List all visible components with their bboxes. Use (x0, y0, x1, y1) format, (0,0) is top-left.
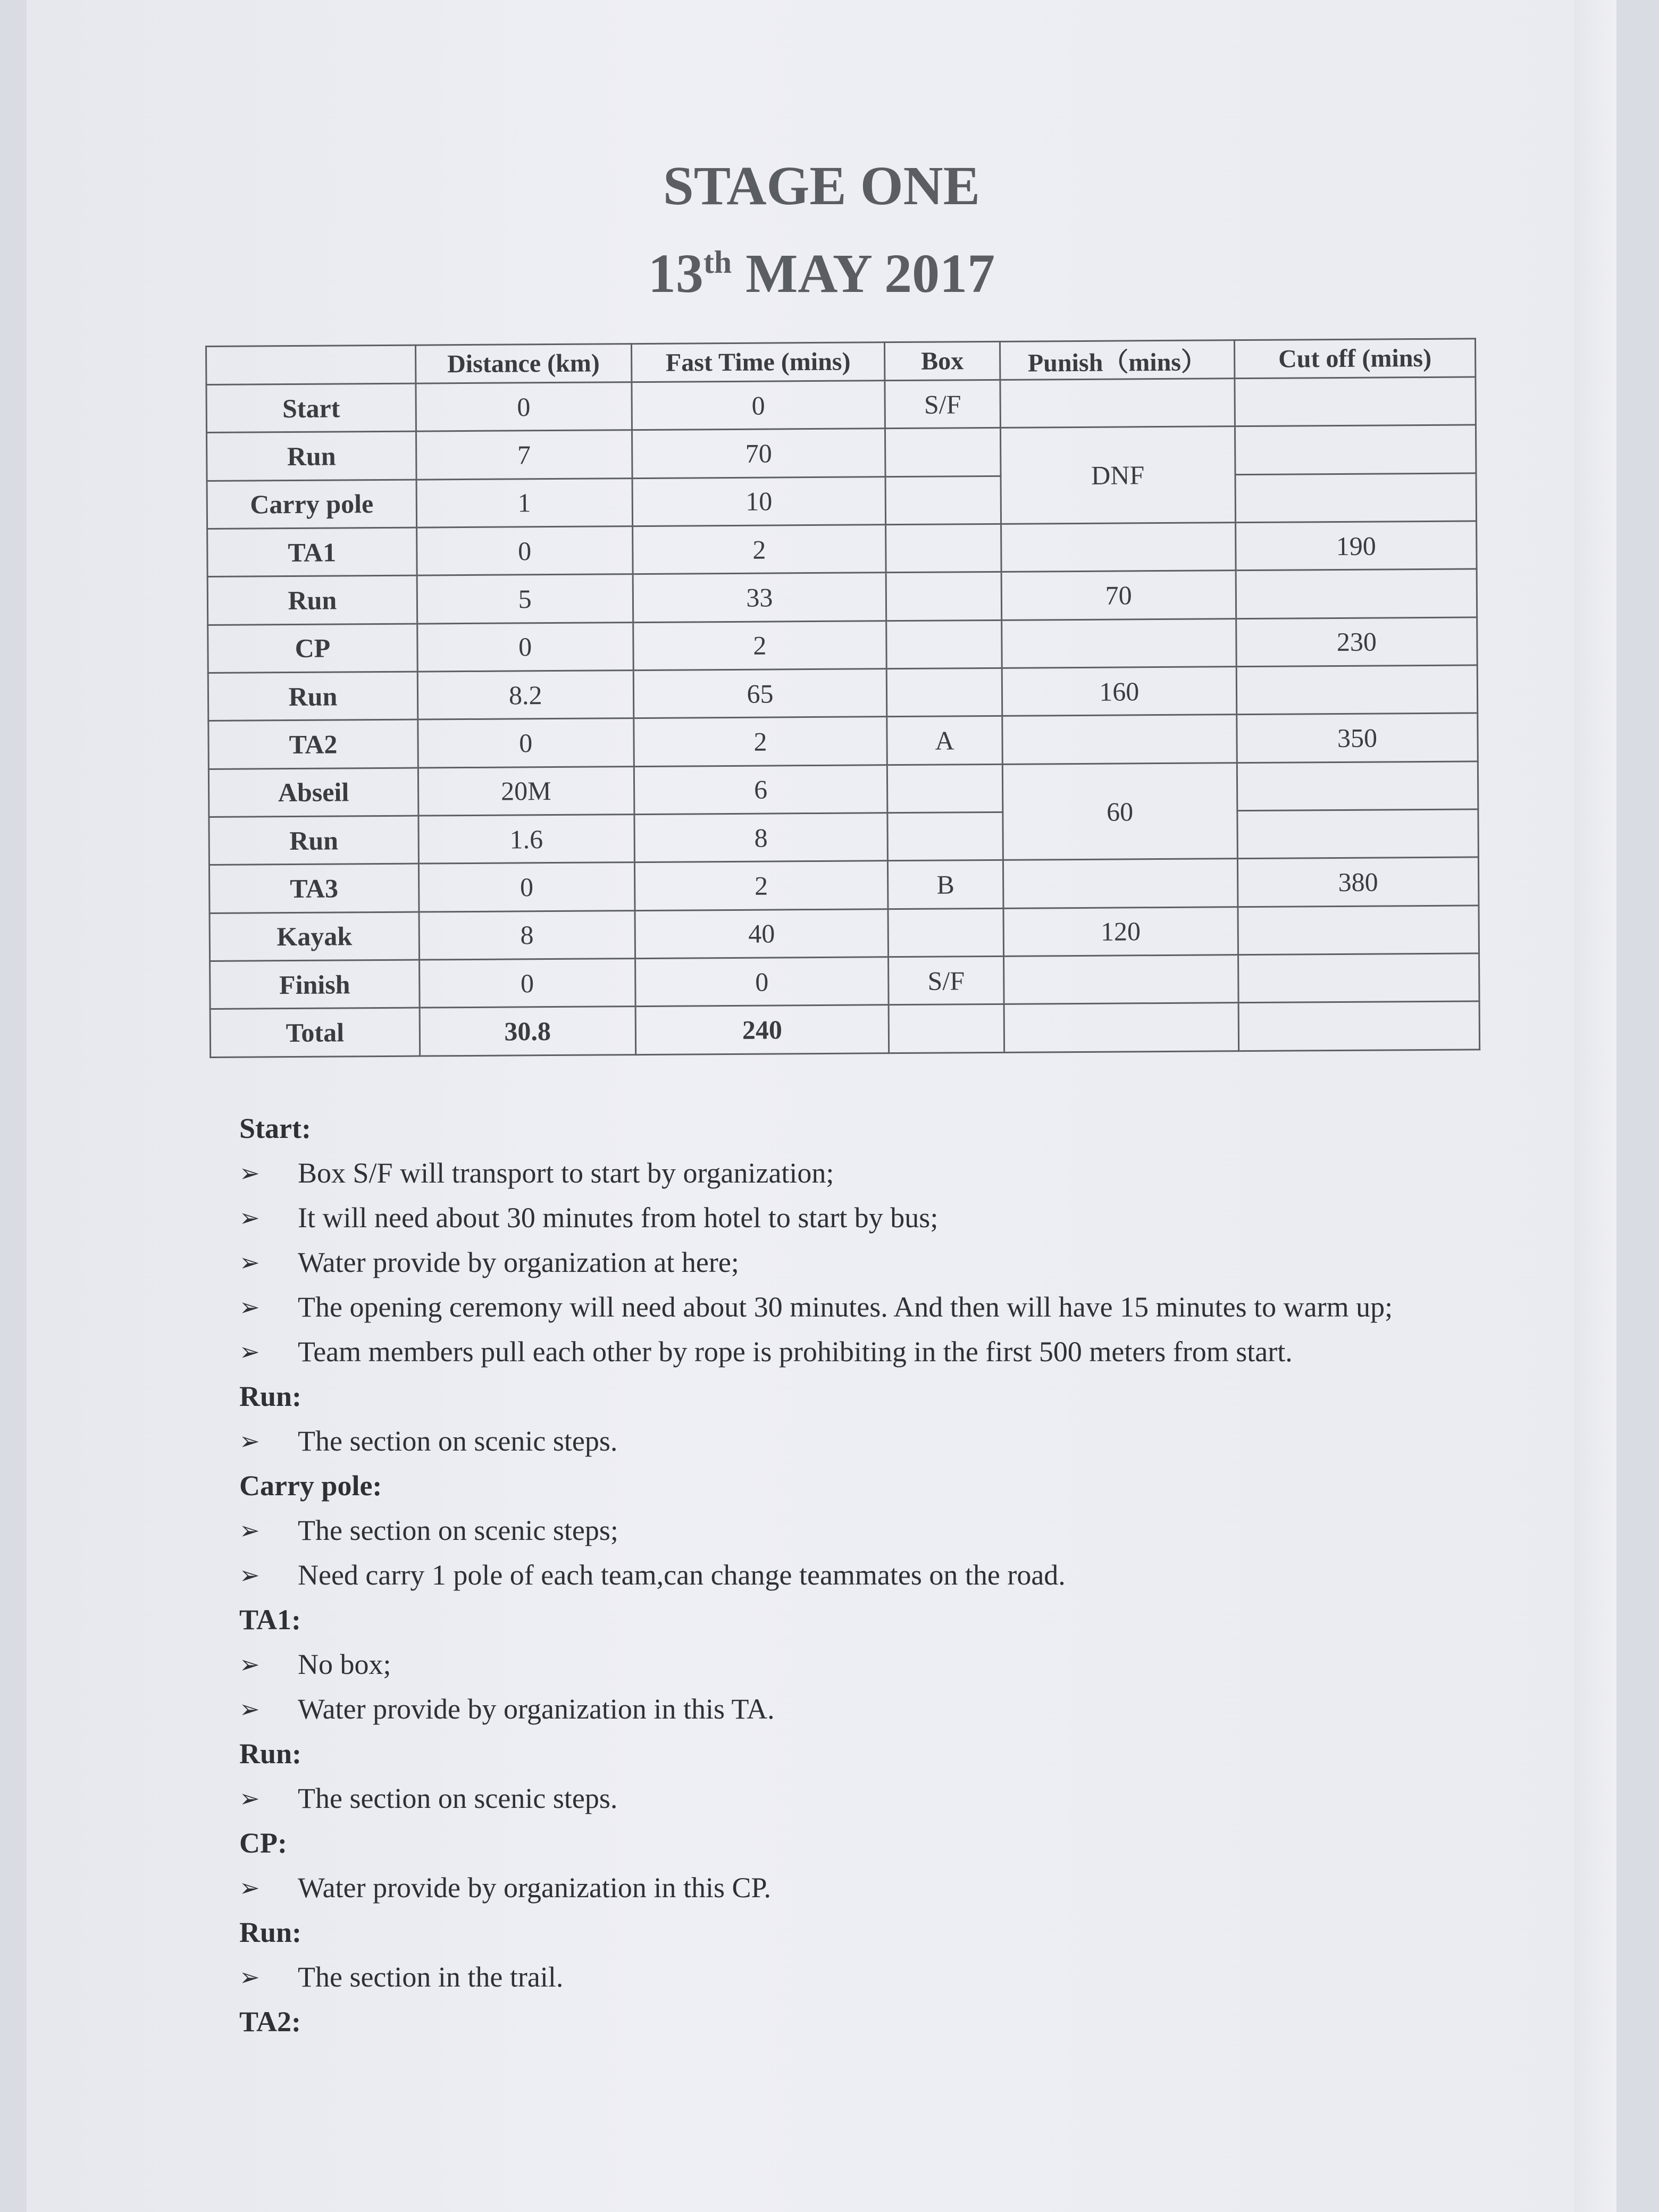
row-label-cell: Kayak (210, 912, 419, 961)
table-cell: 8 (634, 813, 887, 862)
table-cell (1002, 715, 1237, 764)
header-cell (206, 345, 416, 384)
table-cell: DNF (1000, 426, 1235, 524)
table-cell (1001, 618, 1236, 668)
header-cell: Distance (km) (415, 344, 631, 383)
table-cell: S/F (885, 380, 1000, 429)
header-cell: Cut off (mins) (1234, 339, 1476, 379)
table-cell: 0 (418, 862, 634, 912)
section-heading: Run: (239, 1738, 302, 1770)
table-cell: 0 (416, 526, 632, 576)
table-cell (887, 668, 1002, 717)
row-label-cell: TA3 (209, 864, 418, 914)
table-cell: 30.8 (420, 1007, 635, 1056)
section-heading: TA1: (239, 1604, 301, 1636)
table-cell (886, 572, 1002, 621)
table-cell (887, 764, 1003, 813)
row-label-cell: TA1 (207, 527, 417, 577)
table-cell (1000, 379, 1235, 428)
bullet-text: Water provide by organization in this TA. (298, 1693, 775, 1725)
table-cell (1236, 569, 1477, 618)
table-cell: 0 (418, 718, 634, 768)
table-cell: 70 (1001, 571, 1236, 620)
table-cell: 33 (633, 573, 886, 622)
arrow-bullet-icon: ➢ (239, 1516, 260, 1545)
table-cell: 0 (635, 957, 889, 1007)
table-cell: 2 (632, 525, 886, 574)
arrow-bullet-icon: ➢ (239, 1650, 260, 1679)
table-cell (885, 476, 1001, 525)
table-cell (1236, 665, 1478, 715)
row-label-cell: TA2 (208, 719, 418, 769)
arrow-bullet-icon: ➢ (239, 1873, 260, 1902)
table-cell (1238, 1001, 1480, 1051)
table-cell: 8.2 (417, 671, 633, 720)
table-cell: 1.6 (418, 815, 634, 864)
table-cell: 7 (416, 430, 632, 480)
table-row (208, 665, 1478, 721)
header-cell: Fast Time (mins) (631, 342, 885, 382)
page-date (27, 242, 1616, 305)
table-cell (1237, 809, 1479, 859)
table-cell: 60 (1002, 763, 1237, 860)
table-cell (1238, 953, 1479, 1003)
table-cell (886, 524, 1001, 573)
header-cell: Punish（mins） (1000, 340, 1235, 380)
row-label-cell: Run (207, 431, 416, 481)
bullet-item (239, 1151, 1462, 1195)
bullet-item (239, 1419, 1462, 1463)
bullet-text: The section on scenic steps. (298, 1425, 618, 1457)
table-cell (1003, 859, 1238, 908)
arrow-bullet-icon: ➢ (239, 1248, 260, 1277)
bullet-item (239, 1329, 1462, 1374)
date-day: 13 (648, 243, 703, 304)
table-cell (889, 1004, 1004, 1053)
table-cell: 2 (633, 717, 887, 766)
bullet-text: The section in the trail. (298, 1961, 564, 1993)
table-cell (885, 428, 1001, 477)
table-cell (888, 908, 1003, 957)
row-label-cell: Finish (210, 960, 420, 1009)
page-title: STAGE ONE (663, 155, 981, 216)
arrow-bullet-icon: ➢ (239, 1293, 260, 1321)
table-cell: 6 (634, 765, 887, 814)
bullet-text: The section on scenic steps. (298, 1782, 618, 1814)
table-cell: 10 (632, 476, 886, 526)
page-edge (1574, 0, 1616, 2212)
table-cell (1001, 523, 1236, 572)
table-cell (1003, 955, 1238, 1004)
bullet-item (239, 1776, 1462, 1821)
section-heading: Carry pole: (239, 1470, 382, 1502)
date-suffix: th (703, 245, 732, 280)
table-cell (886, 620, 1002, 669)
table-row (210, 906, 1479, 961)
table-cell: 5 (417, 574, 633, 624)
bullet-item (239, 1508, 1462, 1553)
arrow-bullet-icon: ➢ (239, 1427, 260, 1455)
table-cell: 350 (1237, 713, 1478, 763)
arrow-bullet-icon: ➢ (239, 1159, 260, 1187)
section-heading: CP: (239, 1827, 287, 1859)
row-label-cell: Run (209, 816, 418, 865)
table-row (207, 521, 1477, 577)
arrow-bullet-icon: ➢ (239, 1203, 260, 1232)
table-cell: 1 (416, 478, 632, 527)
arrow-bullet-icon: ➢ (239, 1784, 260, 1813)
table-cell: 0 (632, 381, 885, 430)
table-cell: 0 (419, 959, 635, 1008)
table-cell: 0 (416, 382, 632, 432)
table-cell: 65 (633, 669, 887, 718)
table-cell: 160 (1002, 667, 1237, 716)
notes-section (239, 1106, 1462, 2044)
bullet-item (239, 1687, 1462, 1731)
table-cell (1235, 377, 1476, 426)
table-cell (1235, 473, 1477, 523)
table-cell (887, 812, 1003, 861)
bullet-text: Team members pull each other by rope is prohibiting in the first 500 meters from start. (298, 1336, 1293, 1368)
table-cell: S/F (889, 956, 1004, 1005)
table-cell (1237, 761, 1478, 811)
table-cell: 8 (419, 910, 635, 960)
stage-table (205, 338, 1480, 1058)
table-cell: 2 (633, 621, 886, 670)
bullet-item (239, 1195, 1462, 1240)
table-row (207, 473, 1477, 529)
bullet-item (239, 1285, 1462, 1329)
bullet-item (239, 1955, 1462, 1999)
table-cell: 0 (417, 622, 633, 672)
date-rest: MAY 2017 (745, 243, 995, 304)
row-label-cell: Run (208, 672, 417, 721)
bullet-item (239, 1865, 1462, 1910)
arrow-bullet-icon: ➢ (239, 1963, 260, 1991)
row-label-cell: Total (210, 1008, 420, 1058)
table-row (210, 1001, 1480, 1057)
table-cell: 120 (1003, 907, 1238, 956)
row-label-cell: Abseil (208, 768, 418, 817)
section-heading: Start: (239, 1112, 311, 1144)
table-row (207, 425, 1477, 481)
table-cell: 70 (632, 429, 885, 478)
table-cell: 2 (634, 861, 888, 910)
bullet-item (239, 1642, 1462, 1687)
bullet-text: The section on scenic steps; (298, 1514, 618, 1546)
section-heading: Run: (239, 1916, 302, 1948)
section-heading: TA2: (239, 2006, 301, 2038)
bullet-text: The opening ceremony will need about 30 minutes. And then will have 15 minutes to warm up; (298, 1291, 1393, 1323)
table-row (209, 809, 1479, 865)
table-row (208, 617, 1478, 673)
document-page (27, 0, 1616, 2212)
row-label-cell: CP (208, 624, 417, 673)
bullet-text: It will need about 30 minutes from hotel to start by bus; (298, 1202, 939, 1234)
arrow-bullet-icon: ➢ (239, 1337, 260, 1366)
table-row (208, 761, 1478, 817)
row-label-cell: Start (206, 383, 416, 433)
table-cell: 380 (1237, 857, 1479, 907)
table-cell: A (887, 716, 1002, 765)
bullet-text: Box S/F will transport to start by organization; (298, 1157, 834, 1189)
bullet-text: Water provide by organization at here; (298, 1246, 739, 1278)
table-cell: B (888, 860, 1003, 909)
row-label-cell: Run (207, 575, 417, 625)
table-cell: 240 (635, 1005, 889, 1054)
table-cell (1238, 906, 1479, 955)
table-row (210, 953, 1480, 1009)
arrow-bullet-icon: ➢ (239, 1695, 260, 1723)
bullet-text: Water provide by organization in this CP. (298, 1872, 772, 1904)
section-heading: Run: (239, 1380, 302, 1412)
arrow-bullet-icon: ➢ (239, 1561, 260, 1589)
table-cell (1235, 425, 1476, 474)
table-cell (1004, 1003, 1239, 1052)
table-cell: 20M (418, 766, 634, 816)
header-cell: Box (885, 341, 1000, 380)
table-row (208, 713, 1478, 769)
bullet-item (239, 1240, 1462, 1285)
bullet-text: Need carry 1 pole of each team,can change teammates on the road. (298, 1559, 1066, 1591)
table-row (209, 857, 1479, 913)
row-label-cell: Carry pole (207, 480, 416, 529)
bullet-text: No box; (298, 1648, 391, 1680)
table-cell: 230 (1236, 617, 1478, 667)
table-cell: 190 (1235, 521, 1477, 571)
bullet-item (239, 1553, 1462, 1597)
table-cell: 40 (635, 909, 889, 958)
table-row (207, 569, 1477, 625)
table-row (206, 377, 1476, 433)
